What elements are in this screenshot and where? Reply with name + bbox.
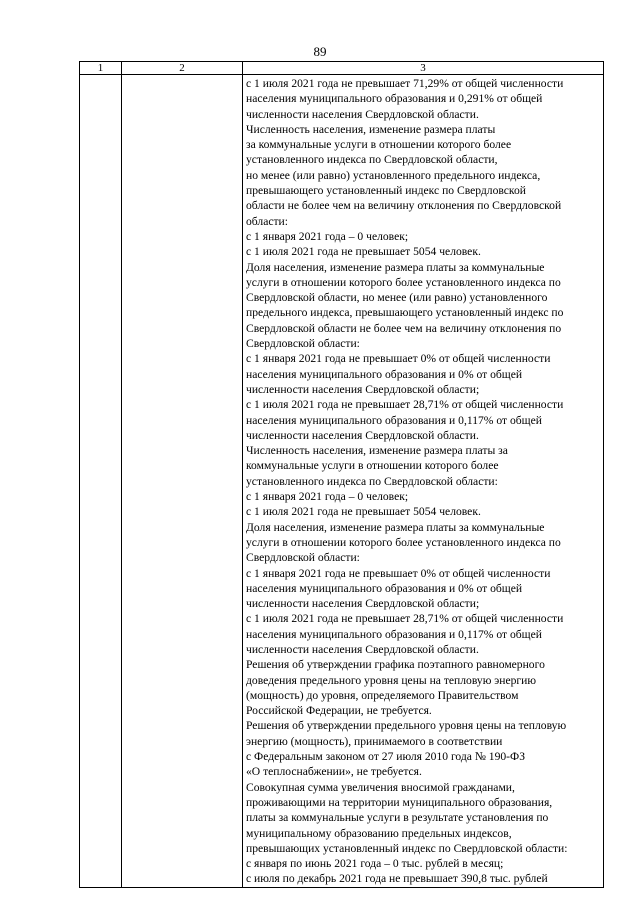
- column-2-cell: [122, 75, 243, 888]
- text-line: с 1 января 2021 года не превышает 0% от общей численности: [246, 352, 551, 366]
- text-line: численности населения Свердловской области.: [246, 428, 479, 442]
- table-row: [80, 75, 604, 888]
- text-line: с 1 января 2021 года – 0 человек;: [246, 490, 409, 504]
- text-line: коммунальные услуги в отношении которого более: [246, 459, 499, 473]
- text-line: с 1 июля 2021 года не превышает 5054 человек.: [246, 245, 481, 259]
- text-line: услуги в отношении которого более установленного индекса по: [246, 535, 561, 549]
- text-line: области не более чем на величину отклонения по Свердловской: [246, 199, 562, 213]
- text-line: Решения об утверждении предельного уровня цены на тепловую: [246, 719, 567, 733]
- text-line: Российской Федерации, не требуется.: [246, 704, 432, 718]
- text-line: с января по июнь 2021 года – 0 тыс. рублей в месяц;: [246, 857, 504, 871]
- text-line: установленного индекса по Свердловской области:: [246, 474, 498, 488]
- text-line: с 1 января 2021 года – 0 человек;: [246, 229, 409, 243]
- text-line: Свердловской области не более чем на величину отклонения по: [246, 321, 562, 335]
- column-header-1: 1: [80, 62, 122, 75]
- text-line: «О теплоснабжении», не требуется.: [246, 765, 422, 779]
- text-line: с 1 июля 2021 года не превышает 5054 человек.: [246, 505, 481, 519]
- text-line: проживающими на территории муниципального образования,: [246, 795, 553, 809]
- text-line: населения муниципального образования и 0% от общей: [246, 367, 523, 381]
- column-1-cell: [80, 75, 122, 888]
- text-line: (мощность) до уровня, определяемого Правительством: [246, 688, 519, 702]
- column-header-3: 3: [243, 62, 604, 75]
- column-3-cell: [243, 75, 604, 888]
- text-line: Совокупная сумма увеличения вносимой гражданами,: [246, 780, 515, 794]
- text-line: превышающего установленный индекс по Свердловской: [246, 184, 526, 198]
- text-line: с 1 июля 2021 года не превышает 28,71% от общей численности: [246, 612, 564, 626]
- text-line: с 1 июля 2021 года не превышает 71,29% от общей численности: [246, 77, 564, 90]
- text-line: Свердловской области:: [246, 337, 360, 351]
- text-line: численности населения Свердловской области.: [246, 642, 479, 656]
- text-line: численности населения Свердловской области.: [246, 107, 479, 121]
- text-line: с 1 июля 2021 года не превышает 28,71% от общей численности: [246, 398, 564, 412]
- text-line: но менее (или равно) установленного предельного индекса,: [246, 168, 541, 182]
- text-line: платы за коммунальные услуги в результате установления по: [246, 811, 549, 825]
- text-line: области:: [246, 214, 288, 228]
- text-line: установленного индекса по Свердловской области,: [246, 153, 498, 167]
- text-line: Свердловской области:: [246, 551, 360, 565]
- text-line: Свердловской области, но менее (или равно) установленного: [246, 291, 548, 305]
- text-line: Решения об утверждении графика поэтапного равномерного: [246, 658, 545, 672]
- text-line: Доля населения, изменение размера платы за коммунальные: [246, 520, 545, 534]
- text-line: населения муниципального образования и 0,117% от общей: [246, 413, 542, 427]
- text-line: муниципальному образованию предельных индексов,: [246, 826, 512, 840]
- text-line: численности населения Свердловской области;: [246, 382, 480, 396]
- document-table: [79, 61, 604, 888]
- text-line: с Федеральным законом от 27 июля 2010 года № 190-ФЗ: [246, 750, 526, 764]
- text-line: доведения предельного уровня цены на тепловую энергию: [246, 673, 537, 687]
- text-line: с 1 января 2021 года не превышает 0% от общей численности: [246, 566, 551, 580]
- text-line: предельного индекса, превышающего установленный индекс по: [246, 306, 564, 320]
- text-line: Численность населения, изменение размера платы: [246, 122, 496, 136]
- text-line: превышающих установленный индекс по Свердловской области:: [246, 841, 568, 855]
- text-line: за коммунальные услуги в отношении которого более: [246, 138, 512, 152]
- text-line: населения муниципального образования и 0,117% от общей: [246, 627, 542, 641]
- column-header-2: 2: [122, 62, 243, 75]
- text-line: населения муниципального образования и 0% от общей: [246, 581, 523, 595]
- table-header-row: [80, 62, 604, 75]
- text-line: с июля по декабрь 2021 года не превышает 390,8 тыс. рублей: [246, 872, 548, 886]
- text-line: услуги в отношении которого более установленного индекса по: [246, 275, 561, 289]
- text-line: численности населения Свердловской области;: [246, 597, 480, 611]
- text-line: населения муниципального образования и 0,291% от общей: [246, 92, 543, 106]
- text-line: Доля населения, изменение размера платы за коммунальные: [246, 260, 545, 274]
- page-number: 89: [313, 44, 327, 59]
- text-line: энергию (мощность), принимаемого в соответствии: [246, 734, 503, 748]
- text-line: Численность населения, изменение размера платы за: [246, 444, 508, 458]
